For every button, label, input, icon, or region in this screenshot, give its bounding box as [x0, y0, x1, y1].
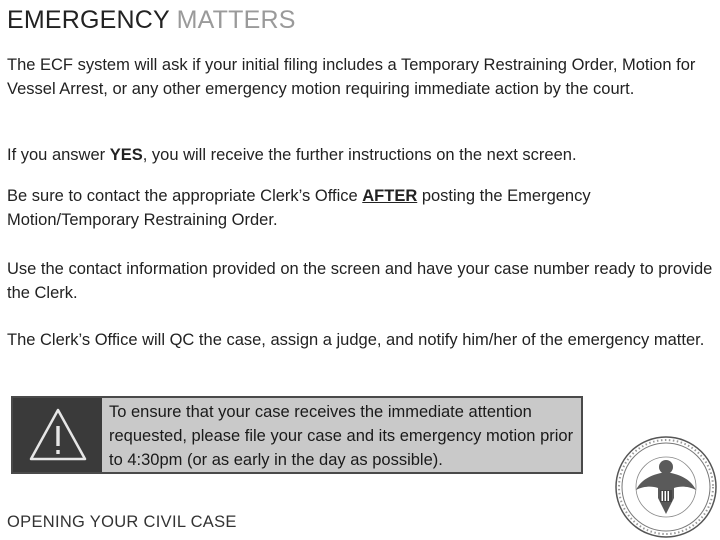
court-seal-icon [614, 434, 718, 540]
title-part-1: EMERGENCY [7, 6, 170, 34]
title-part-2: MATTERS [176, 6, 296, 34]
footer-section-title: OPENING YOUR CIVIL CASE [7, 513, 237, 531]
p3-text-before: Be sure to contact the appropriate Clerk’s Office [7, 187, 363, 205]
paragraph-answer-yes [7, 143, 713, 167]
warning-icon-box [13, 398, 102, 472]
paragraph-ecf-question: The ECF system will ask if your initial filing includes a Temporary Restraining Order, Motion for Vessel Arrest, or any other emergency motion requiring immediate action by the court. [7, 56, 696, 98]
p2-yes-bold: YES [109, 146, 143, 164]
p2-text-before: If you answer [7, 146, 110, 164]
page-title [7, 6, 296, 35]
p3-text-after: posting the Emergency Motion/Temporary Restraining Order. [7, 187, 591, 229]
p3-after-bold: AFTER [362, 187, 418, 205]
paragraph-contact-clerk [7, 184, 713, 232]
warning-triangle-icon [27, 406, 89, 464]
warning-text: To ensure that your case receives the immediate attention requested, please file your case and its emergency motion prior to 4:30pm (or as early in the day as possible). [109, 403, 574, 469]
p2-text-after: , you will receive the further instructions on the next screen. [142, 146, 577, 164]
warning-callout [11, 396, 583, 474]
paragraph-contact-info: Use the contact information provided on the screen and have your case number ready to provide the Clerk. [7, 260, 713, 302]
paragraph-qc-case: The Clerk’s Office will QC the case, assign a judge, and notify him/her of the emergency matter. [7, 331, 705, 349]
